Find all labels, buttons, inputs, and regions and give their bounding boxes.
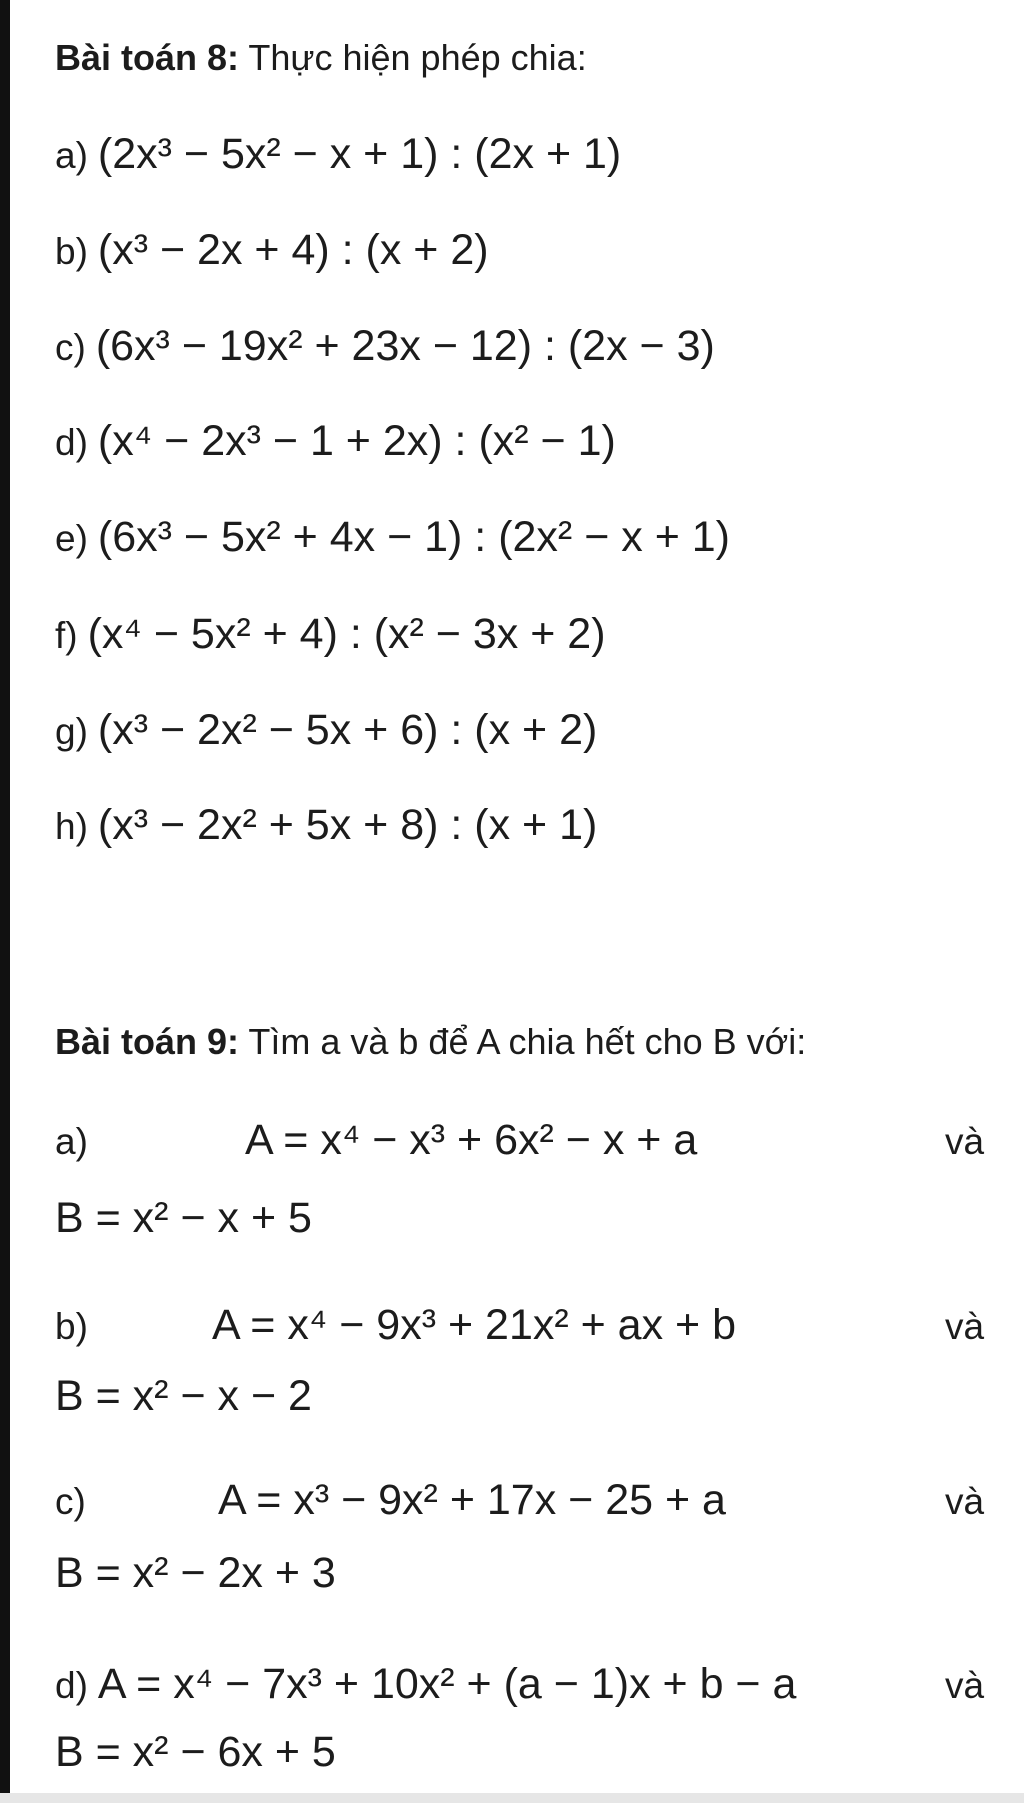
item-label: g) bbox=[55, 711, 88, 752]
item-expression: (x³ − 2x² − 5x + 6) : (x + 2) bbox=[97, 706, 598, 754]
item-label: b) bbox=[55, 1306, 88, 1347]
problem-8-item-f bbox=[55, 604, 606, 666]
problem-9-item-c-and: và bbox=[945, 1481, 985, 1522]
item-label: e) bbox=[55, 518, 88, 559]
item-expression: (6x³ − 19x² + 23x − 12) : (2x − 3) bbox=[95, 322, 715, 370]
problem-9-item-b-expr-a: A = x⁴ − 9x³ + 21x² + ax + b bbox=[212, 1301, 737, 1349]
problem-8-item-c bbox=[55, 316, 715, 378]
problem-9-item-a-label bbox=[55, 1110, 98, 1172]
problem-8-title-text: Thực hiện phép chia: bbox=[239, 37, 587, 78]
problem-9-item-b-expr-b: B = x² − x − 2 bbox=[55, 1372, 312, 1420]
problem-9-title-bold: Bài toán 9: bbox=[55, 1021, 240, 1062]
item-label: f) bbox=[55, 615, 78, 656]
problem-9-item-b-label bbox=[55, 1295, 98, 1357]
problem-9-item-d-expr-b: B = x² − 6x + 5 bbox=[55, 1728, 336, 1776]
item-expression: (2x³ − 5x² − x + 1) : (2x + 1) bbox=[97, 130, 622, 178]
item-expression: (x³ − 2x² + 5x + 8) : (x + 1) bbox=[97, 801, 598, 849]
item-label: a) bbox=[55, 1121, 88, 1162]
problem-9-item-b-and: và bbox=[945, 1306, 985, 1347]
problem-9-item-a-and: và bbox=[945, 1121, 985, 1162]
problem-9-item-a-expr-b: B = x² − x + 5 bbox=[55, 1194, 312, 1242]
item-label: b) bbox=[55, 231, 88, 272]
item-expression: A = x⁴ − 7x³ + 10x² + (a − 1)x + b − a bbox=[97, 1660, 797, 1708]
item-label: d) bbox=[55, 1665, 88, 1706]
problem-9-item-d bbox=[55, 1654, 796, 1716]
item-expression: (x⁴ − 2x³ − 1 + 2x) : (x² − 1) bbox=[97, 417, 616, 465]
problem-8-item-d bbox=[55, 411, 616, 473]
item-label: h) bbox=[55, 806, 88, 847]
problem-8-item-a bbox=[55, 124, 621, 186]
left-border bbox=[0, 0, 10, 1803]
problem-8-item-b bbox=[55, 220, 489, 282]
item-expression: (x³ − 2x + 4) : (x + 2) bbox=[97, 226, 489, 274]
problem-9-item-a-expr-a: A = x⁴ − x³ + 6x² − x + a bbox=[245, 1116, 698, 1164]
item-expression: (x⁴ − 5x² + 4) : (x² − 3x + 2) bbox=[87, 610, 606, 658]
problem-8-title-bold: Bài toán 8: bbox=[55, 37, 240, 78]
item-label: d) bbox=[55, 422, 88, 463]
problem-8-item-h bbox=[55, 795, 597, 857]
problem-9-item-c-expr-a: A = x³ − 9x² + 17x − 25 + a bbox=[218, 1476, 726, 1524]
problem-9-item-c-expr-b: B = x² − 2x + 3 bbox=[55, 1549, 336, 1597]
item-label: a) bbox=[55, 135, 88, 176]
problem-9-title-text: Tìm a và b để A chia hết cho B với: bbox=[239, 1021, 807, 1062]
item-label: c) bbox=[55, 327, 86, 368]
item-expression: (6x³ − 5x² + 4x − 1) : (2x² − x + 1) bbox=[97, 513, 730, 561]
problem-9-heading bbox=[55, 1020, 806, 1064]
item-label: c) bbox=[55, 1481, 86, 1522]
problem-9-item-d-and: và bbox=[945, 1665, 985, 1706]
problem-8-item-e bbox=[55, 507, 730, 569]
problem-9-item-c-label bbox=[55, 1470, 96, 1532]
problem-8-item-g bbox=[55, 700, 597, 762]
bottom-border bbox=[0, 1793, 1024, 1803]
problem-8-heading bbox=[55, 36, 587, 80]
